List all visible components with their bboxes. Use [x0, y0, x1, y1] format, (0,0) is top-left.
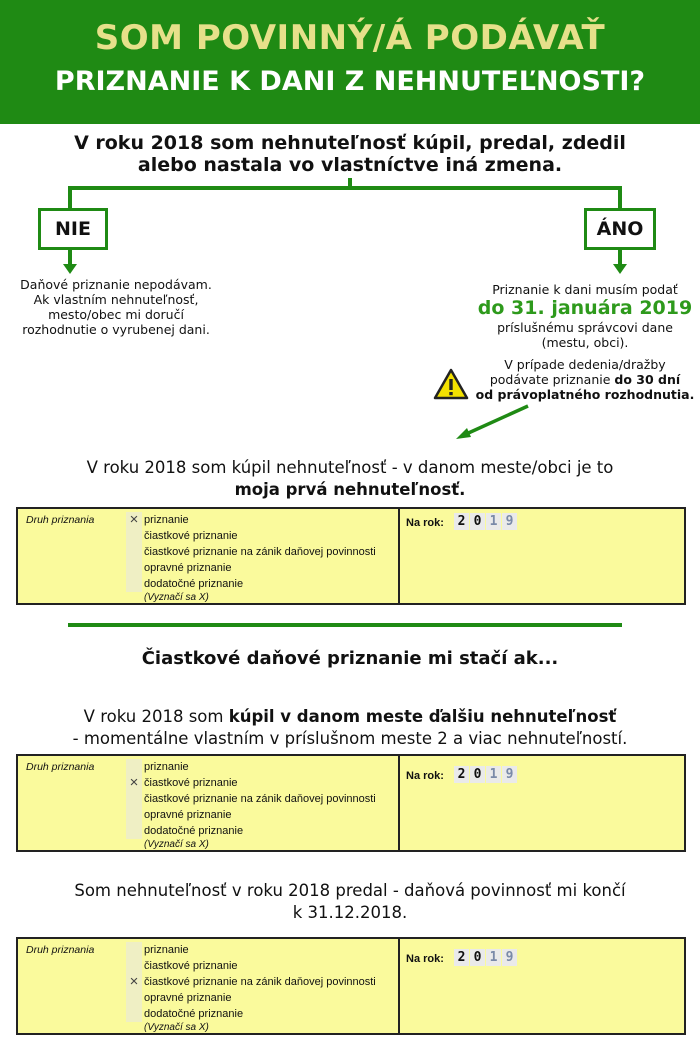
checkbox[interactable]: [126, 544, 142, 560]
form-options: [126, 759, 376, 851]
header-title-line1: SOM POVINNÝ/Á PODÁVAŤ: [94, 18, 606, 58]
form-hint: (Vyznačí sa X): [144, 1022, 209, 1033]
form-type-label: Druh priznania: [26, 514, 95, 526]
year-label: Na rok:: [406, 770, 444, 782]
checkbox[interactable]: [126, 1006, 142, 1022]
yes-deadline: do 31. januára 2019: [477, 297, 693, 319]
year-digit: 2: [454, 766, 469, 783]
section2-plain: V roku 2018 som: [83, 707, 229, 726]
checkbox[interactable]: [126, 942, 142, 958]
option-opravne[interactable]: [126, 807, 376, 823]
no-explanation: [0, 277, 232, 337]
no-text-line: mesto/obec mi doručí: [48, 307, 184, 322]
tax-form-2: [16, 754, 686, 852]
no-text-line: rozhodnutie o vyrubenej dani.: [22, 322, 210, 337]
no-arrow-stem: [68, 250, 72, 264]
form-options: [126, 512, 376, 604]
yes-box: ÁNO: [584, 208, 656, 250]
year-label: Na rok:: [406, 517, 444, 529]
section1-line1: V roku 2018 som kúpil nehnuteľnosť - v danom meste/obci je to: [86, 458, 614, 477]
option-ciastkove[interactable]: [126, 528, 376, 544]
question-line1: V roku 2018 som nehnuteľnosť kúpil, predal, zdedil: [74, 132, 626, 154]
header-title-line2: PRIZNANIE K DANI Z NEHNUTEĽNOSTI?: [54, 66, 646, 97]
section-divider: [68, 623, 622, 627]
option-label: dodatočné priznanie: [144, 578, 244, 590]
option-dodatocne[interactable]: [126, 1006, 376, 1022]
option-ciastkove[interactable]: [126, 958, 376, 974]
checkbox[interactable]: ×: [126, 512, 142, 528]
section1-line2: moja prvá nehnuteľnosť.: [234, 480, 466, 499]
option-priznanie[interactable]: [126, 512, 376, 528]
year-digits: [454, 513, 518, 530]
option-priznanie[interactable]: [126, 759, 376, 775]
yes-text-bottom: [470, 320, 700, 350]
option-priznanie[interactable]: [126, 942, 376, 958]
option-label: dodatočné priznanie: [144, 825, 244, 837]
form-left-panel: [18, 939, 400, 1033]
option-zanik[interactable]: [126, 791, 376, 807]
yes-text-line: príslušnému správcovi dane: [497, 320, 673, 335]
option-zanik[interactable]: [126, 974, 376, 990]
section3-text: [0, 880, 700, 924]
tree-right-drop: [618, 186, 622, 208]
year-digit: 9: [502, 513, 517, 530]
form-left-panel: [18, 509, 400, 603]
no-text-line: Ak vlastním nehnuteľnosť,: [33, 292, 199, 307]
option-label: priznanie: [144, 761, 189, 773]
inheritance-note: [470, 357, 700, 402]
tree-horizontal-line: [68, 186, 622, 190]
year-digits: [454, 766, 518, 783]
checkbox[interactable]: [126, 990, 142, 1006]
warning-line: od právoplatného rozhodnutia.: [475, 387, 695, 402]
yes-text-line: (mestu, obci).: [541, 335, 629, 350]
option-dodatocne[interactable]: [126, 823, 376, 839]
checkbox[interactable]: [126, 528, 142, 544]
option-label: dodatočné priznanie: [144, 1008, 244, 1020]
no-text-line: Daňové priznanie nepodávam.: [20, 277, 212, 292]
yes-arrow-stem: [618, 250, 622, 264]
form-hint: (Vyznačí sa X): [144, 592, 209, 603]
checkbox[interactable]: [126, 791, 142, 807]
tax-form-1: [16, 507, 686, 605]
yes-arrow-head: [613, 264, 627, 274]
checkbox[interactable]: [126, 823, 142, 839]
option-zanik[interactable]: [126, 544, 376, 560]
form-type-label: Druh priznania: [26, 761, 95, 773]
warning-line: V prípade dedenia/dražby: [504, 357, 666, 372]
option-label: priznanie: [144, 944, 189, 956]
warning-plain: podávate priznanie: [489, 372, 615, 387]
warning-icon: [433, 368, 469, 400]
section2-line1: [0, 706, 700, 728]
no-box: NIE: [38, 208, 108, 250]
checkbox[interactable]: ×: [126, 775, 142, 791]
tree-center-stem: [348, 178, 352, 188]
year-digit: 1: [486, 766, 501, 783]
checkbox[interactable]: [126, 958, 142, 974]
warning-bold: do 30 dní: [614, 372, 681, 387]
section2-bold: kúpil v danom meste ďalšiu nehnuteľnosť: [228, 707, 617, 726]
year-digit: 1: [486, 513, 501, 530]
tree-left-drop: [68, 186, 72, 208]
year-digit: 1: [486, 949, 501, 966]
main-question: [0, 132, 700, 176]
option-opravne[interactable]: [126, 990, 376, 1006]
section2-text: [0, 706, 700, 750]
form-type-label: Druh priznania: [26, 944, 95, 956]
tax-form-3: [16, 937, 686, 1035]
option-dodatocne[interactable]: [126, 576, 376, 592]
year-digit: 2: [454, 513, 469, 530]
option-label: opravné priznanie: [144, 809, 232, 821]
option-opravne[interactable]: [126, 560, 376, 576]
year-digit: 0: [470, 513, 485, 530]
header-banner: [0, 0, 700, 124]
year-digits: [454, 949, 518, 966]
form-options: [126, 942, 376, 1034]
year-digit: 9: [502, 949, 517, 966]
option-label: čiastkové priznanie na zánik daňovej povinnosti: [144, 793, 376, 805]
section2-line2: - momentálne vlastním v príslušnom meste 2 a viac nehnuteľností.: [72, 729, 628, 748]
diagonal-arrow-icon: [452, 402, 532, 442]
form-hint: (Vyznačí sa X): [144, 839, 209, 850]
partial-return-heading: Čiastkové daňové priznanie mi stačí ak...: [141, 648, 559, 669]
year-label: Na rok:: [406, 953, 444, 965]
no-arrow-head: [63, 264, 77, 274]
option-label: čiastkové priznanie na zánik daňovej povinnosti: [144, 976, 376, 988]
year-digit: 0: [470, 766, 485, 783]
checkbox[interactable]: [126, 759, 142, 775]
question-line2: alebo nastala vo vlastníctve iná zmena.: [137, 154, 563, 176]
checkbox[interactable]: [126, 807, 142, 823]
yes-text-top: Priznanie k dani musím podať: [492, 282, 678, 297]
option-label: priznanie: [144, 514, 189, 526]
year-digit: 0: [470, 949, 485, 966]
option-label: opravné priznanie: [144, 562, 232, 574]
option-label: čiastkové priznanie: [144, 960, 238, 972]
checkbox[interactable]: ×: [126, 974, 142, 990]
option-label: opravné priznanie: [144, 992, 232, 1004]
checkbox[interactable]: [126, 576, 142, 592]
year-digit: 9: [502, 766, 517, 783]
warning-line: [470, 372, 700, 387]
option-label: čiastkové priznanie: [144, 777, 238, 789]
option-label: čiastkové priznanie: [144, 530, 238, 542]
section3-line1: Som nehnuteľnosť v roku 2018 predal - daňová povinnosť mi končí: [74, 881, 626, 900]
checkbox[interactable]: [126, 560, 142, 576]
option-ciastkove[interactable]: [126, 775, 376, 791]
section1-text: [0, 457, 700, 501]
section3-line2: k 31.12.2018.: [292, 903, 408, 922]
year-digit: 2: [454, 949, 469, 966]
option-label: čiastkové priznanie na zánik daňovej povinnosti: [144, 546, 376, 558]
form-left-panel: [18, 756, 400, 850]
